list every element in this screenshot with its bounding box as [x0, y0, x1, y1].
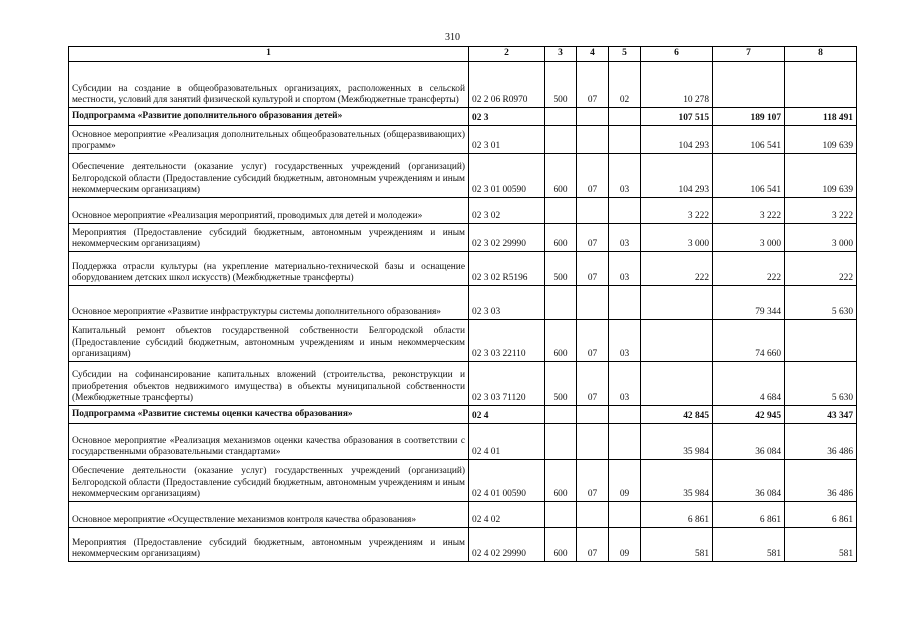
row-code-cell: 02 3 03 22110: [469, 320, 545, 362]
row-name-cell: Обеспечение деятельности (оказание услуг) государственных учреждений (организаций) Белгородской области (Предоставление субсидий бюджетным, автономным учреждениям и иным некоммерческим организациям): [69, 154, 469, 198]
row-amount-3-cell: 36 486: [785, 424, 857, 460]
row-subsection-cell: [609, 502, 641, 528]
header-col-3: 3: [545, 47, 577, 62]
row-section-cell: [577, 406, 609, 424]
row-amount-3-cell: 5 630: [785, 362, 857, 406]
row-name-cell: Основное мероприятие «Реализация механизмов оценки качества образования в соответствии с государственными образовательными стандартами»: [69, 424, 469, 460]
row-expense-type-cell: 500: [545, 62, 577, 108]
row-expense-type-cell: [545, 126, 577, 154]
row-code-cell: 02 3 02: [469, 198, 545, 224]
header-col-5: 5: [609, 47, 641, 62]
row-expense-type-cell: [545, 406, 577, 424]
row-amount-2-cell: 581: [713, 528, 785, 562]
row-section-cell: 07: [577, 362, 609, 406]
row-subsection-cell: [609, 108, 641, 126]
row-name-cell: Мероприятия (Предоставление субсидий бюджетным, автономным учреждениям и иным некоммерческим организациям): [69, 224, 469, 252]
row-amount-3-cell: 5 630: [785, 286, 857, 320]
row-amount-3-cell: 43 347: [785, 406, 857, 424]
table-row: [69, 198, 857, 224]
header-col-4: 4: [577, 47, 609, 62]
row-amount-2-cell: 74 660: [713, 320, 785, 362]
row-code-cell: 02 4 02 29990: [469, 528, 545, 562]
row-name-cell: Субсидии на создание в общеобразовательных организациях, расположенных в сельской местности, условий для занятий физической культурой и спортом (Межбюджетные трансферты): [69, 62, 469, 108]
table-row: [69, 528, 857, 562]
row-name-cell: Обеспечение деятельности (оказание услуг) государственных учреждений (организаций) Белгородской области (Предоставление субсидий бюджетным, автономным учреждениям и иным некоммерческим организациям): [69, 460, 469, 502]
table-row: [69, 126, 857, 154]
header-col-6: 6: [641, 47, 713, 62]
row-code-cell: 02 3 03: [469, 286, 545, 320]
row-expense-type-cell: 600: [545, 154, 577, 198]
row-code-cell: 02 3 02 R5196: [469, 252, 545, 286]
row-amount-3-cell: 6 861: [785, 502, 857, 528]
row-code-cell: 02 3 01 00590: [469, 154, 545, 198]
header-row: [69, 47, 857, 62]
row-amount-3-cell: 109 639: [785, 154, 857, 198]
row-expense-type-cell: 500: [545, 252, 577, 286]
page-number: 310: [445, 32, 460, 43]
row-expense-type-cell: [545, 198, 577, 224]
row-amount-3-cell: 581: [785, 528, 857, 562]
row-amount-2-cell: [713, 62, 785, 108]
row-amount-1-cell: 222: [641, 252, 713, 286]
row-expense-type-cell: [545, 108, 577, 126]
table-row: [69, 252, 857, 286]
table-row: [69, 424, 857, 460]
row-subsection-cell: [609, 286, 641, 320]
row-amount-3-cell: 3 000: [785, 224, 857, 252]
row-name-cell: Субсидии на софинансирование капитальных вложений (строительства, реконструкции и приобретения объектов недвижимого имущества) в объекты муниципальной собственности (Межбюджетные трансферты): [69, 362, 469, 406]
table-row: [69, 320, 857, 362]
header-col-2: 2: [469, 47, 545, 62]
row-name-cell: Поддержка отрасли культуры (на укрепление материально-технической базы и оснащение оборудованием детских школ искусств) (Межбюджетные трансферты): [69, 252, 469, 286]
row-code-cell: 02 3 01: [469, 126, 545, 154]
row-section-cell: [577, 502, 609, 528]
row-amount-2-cell: 106 541: [713, 126, 785, 154]
row-amount-1-cell: 3 222: [641, 198, 713, 224]
row-amount-1-cell: [641, 362, 713, 406]
row-amount-1-cell: 42 845: [641, 406, 713, 424]
row-code-cell: 02 2 06 R0970: [469, 62, 545, 108]
row-subsection-cell: 03: [609, 362, 641, 406]
row-expense-type-cell: [545, 286, 577, 320]
row-code-cell: 02 3 03 71120: [469, 362, 545, 406]
row-amount-2-cell: 6 861: [713, 502, 785, 528]
row-expense-type-cell: [545, 502, 577, 528]
row-section-cell: 07: [577, 460, 609, 502]
row-section-cell: [577, 198, 609, 224]
row-amount-3-cell: [785, 62, 857, 108]
row-expense-type-cell: 600: [545, 224, 577, 252]
table-row: [69, 154, 857, 198]
header-col-8: 8: [785, 47, 857, 62]
row-amount-2-cell: 42 945: [713, 406, 785, 424]
row-section-cell: [577, 126, 609, 154]
row-name-cell: Основное мероприятие «Реализация дополнительных общеобразовательных (общеразвивающих) программ»: [69, 126, 469, 154]
row-name-cell: Подпрограмма «Развитие дополнительного образования детей»: [69, 108, 469, 126]
row-code-cell: 02 4 02: [469, 502, 545, 528]
row-amount-3-cell: 118 491: [785, 108, 857, 126]
row-subsection-cell: 03: [609, 320, 641, 362]
row-amount-2-cell: 222: [713, 252, 785, 286]
row-name-cell: Мероприятия (Предоставление субсидий бюджетным, автономным учреждениям и иным некоммерческим организациям): [69, 528, 469, 562]
row-amount-1-cell: [641, 320, 713, 362]
row-amount-1-cell: 104 293: [641, 126, 713, 154]
row-amount-1-cell: 104 293: [641, 154, 713, 198]
row-amount-1-cell: 3 000: [641, 224, 713, 252]
row-expense-type-cell: [545, 424, 577, 460]
row-amount-2-cell: 79 344: [713, 286, 785, 320]
row-name-cell: Основное мероприятие «Развитие инфраструктуры системы дополнительного образования»: [69, 286, 469, 320]
row-amount-2-cell: 3 000: [713, 224, 785, 252]
row-amount-1-cell: 6 861: [641, 502, 713, 528]
table-row: [69, 286, 857, 320]
table-row: [69, 224, 857, 252]
row-subsection-cell: 03: [609, 252, 641, 286]
subprogram-row: [69, 108, 857, 126]
row-amount-1-cell: 35 984: [641, 460, 713, 502]
row-code-cell: 02 4: [469, 406, 545, 424]
row-subsection-cell: 09: [609, 460, 641, 502]
row-name-cell: Капитальный ремонт объектов государственной собственности Белгородской области (Предоставление субсидий бюджетным, автономным учреждениям и иным некоммерческим организациям): [69, 320, 469, 362]
row-section-cell: 07: [577, 320, 609, 362]
table-row: [69, 362, 857, 406]
row-amount-1-cell: 35 984: [641, 424, 713, 460]
row-amount-1-cell: 10 278: [641, 62, 713, 108]
subprogram-row: [69, 406, 857, 424]
table-row: [69, 502, 857, 528]
row-amount-3-cell: [785, 320, 857, 362]
row-amount-2-cell: 36 084: [713, 424, 785, 460]
row-subsection-cell: 09: [609, 528, 641, 562]
row-code-cell: 02 4 01 00590: [469, 460, 545, 502]
row-name-cell: Основное мероприятие «Осуществление механизмов контроля качества образования»: [69, 502, 469, 528]
row-code-cell: 02 4 01: [469, 424, 545, 460]
row-section-cell: 07: [577, 224, 609, 252]
row-expense-type-cell: 500: [545, 362, 577, 406]
row-section-cell: 07: [577, 252, 609, 286]
row-amount-2-cell: 3 222: [713, 198, 785, 224]
table-row: [69, 62, 857, 108]
row-amount-2-cell: 36 084: [713, 460, 785, 502]
row-amount-3-cell: 36 486: [785, 460, 857, 502]
row-section-cell: [577, 286, 609, 320]
header-col-1: 1: [69, 47, 469, 62]
row-section-cell: 07: [577, 62, 609, 108]
row-amount-3-cell: 3 222: [785, 198, 857, 224]
row-name-cell: Подпрограмма «Развитие системы оценки качества образования»: [69, 406, 469, 424]
row-subsection-cell: [609, 126, 641, 154]
row-amount-1-cell: [641, 286, 713, 320]
row-section-cell: [577, 108, 609, 126]
row-subsection-cell: [609, 424, 641, 460]
row-subsection-cell: [609, 406, 641, 424]
row-subsection-cell: 03: [609, 224, 641, 252]
row-code-cell: 02 3: [469, 108, 545, 126]
row-expense-type-cell: 600: [545, 460, 577, 502]
row-subsection-cell: 03: [609, 154, 641, 198]
row-amount-3-cell: 222: [785, 252, 857, 286]
row-section-cell: 07: [577, 154, 609, 198]
row-amount-2-cell: 4 684: [713, 362, 785, 406]
row-section-cell: [577, 424, 609, 460]
row-amount-1-cell: 581: [641, 528, 713, 562]
row-code-cell: 02 3 02 29990: [469, 224, 545, 252]
row-amount-2-cell: 189 107: [713, 108, 785, 126]
row-amount-3-cell: 109 639: [785, 126, 857, 154]
row-expense-type-cell: 600: [545, 320, 577, 362]
row-amount-2-cell: 106 541: [713, 154, 785, 198]
header-col-7: 7: [713, 47, 785, 62]
row-section-cell: 07: [577, 528, 609, 562]
row-expense-type-cell: 600: [545, 528, 577, 562]
row-amount-1-cell: 107 515: [641, 108, 713, 126]
table-row: [69, 460, 857, 502]
row-subsection-cell: 02: [609, 62, 641, 108]
budget-table: [68, 46, 857, 562]
row-name-cell: Основное мероприятие «Реализация мероприятий, проводимых для детей и молодежи»: [69, 198, 469, 224]
row-subsection-cell: [609, 198, 641, 224]
